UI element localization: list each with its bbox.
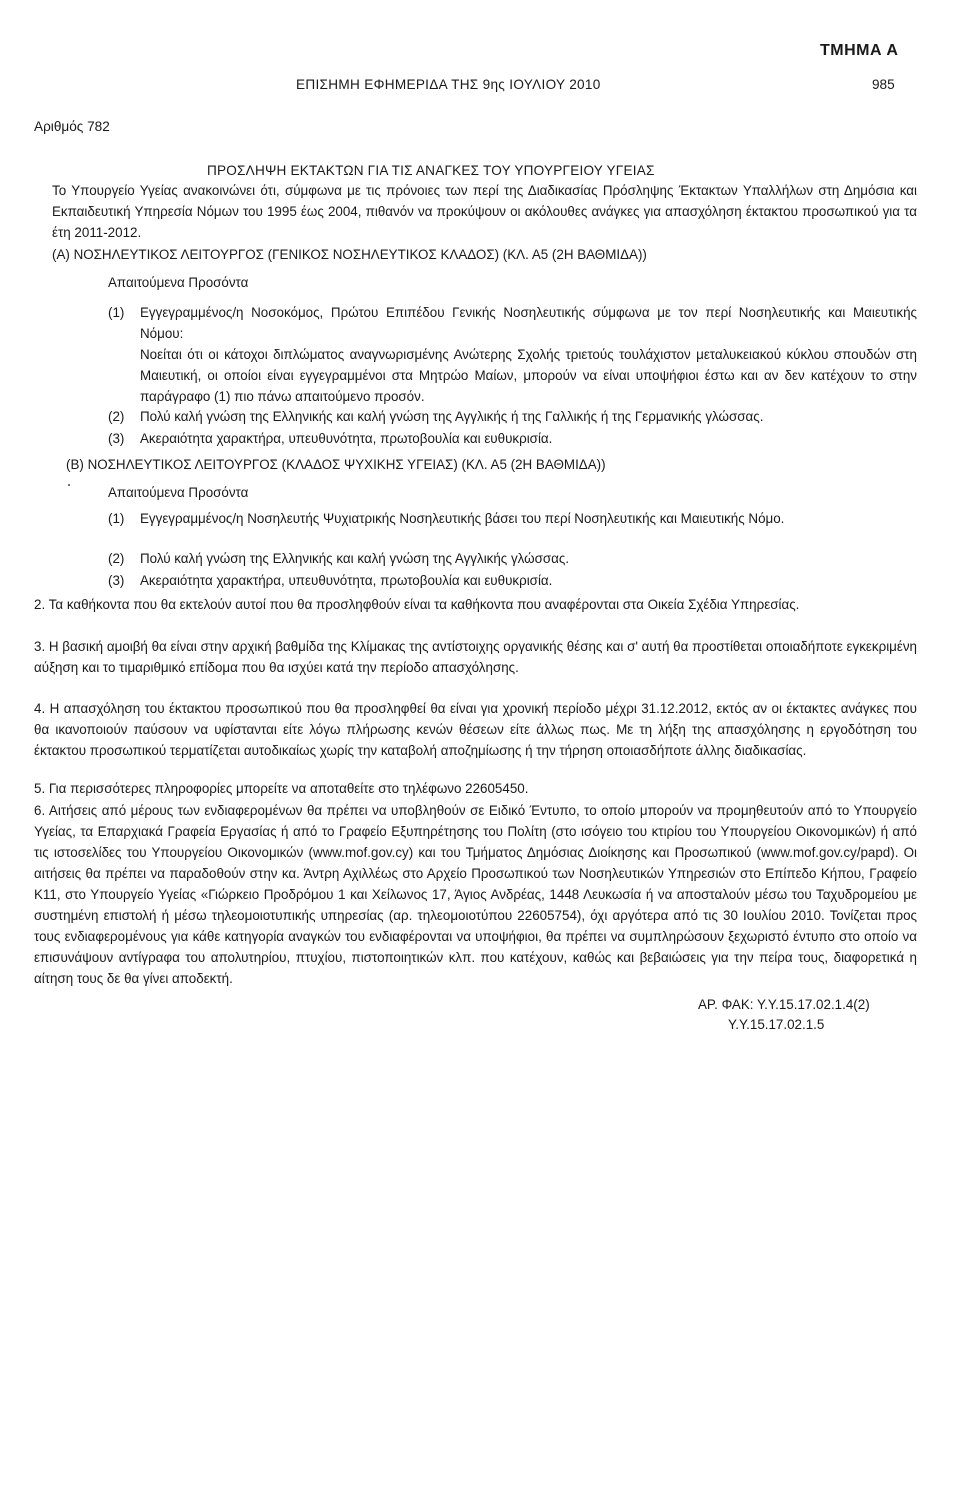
notice-number: Αριθμός 782 (34, 119, 110, 134)
paragraph-4: 4. Η απασχόληση του έκτακτου προσωπικού που θα προσληφθεί θα είναι για χρονική περίοδο μέχρι 31.12.2012, εκτός αν οι έκτακτες ανάγκες που θα ικανοποιούν παύσουν να υφίστανται είτε λόγω πλήρωσης κενών θέσεων είτε άλλως πως. Με τη λήξη της απασχόλησης η εργοδότηση του έκτακτου προσωπικού τερματίζεται αυτοδικαίως χωρίς την καταβολή αποζημίωσης ή την τήρηση οποιασδήποτε άλλης διαδικασίας. (34, 701, 917, 758)
file-reference-2: Υ.Υ.15.17.02.1.5 (728, 1017, 825, 1032)
section-b-heading: (Β) ΝΟΣΗΛΕΥΤΙΚΟΣ ΛΕΙΤΟΥΡΓΟΣ (ΚΛΑΔΟΣ ΨΥΧΙΚΗΣ ΥΓΕΙΑΣ) (ΚΛ. Α5 (2Η ΒΑΘΜΙΔΑ)) (66, 457, 606, 472)
section-a-note: Νοείται ότι οι κάτοχοι διπλώματος αναγνωρισμένης Ανώτερης Σχολής τριετούς τουλάχιστον μεταλυκειακού κύκλου σπουδών στη Μαιευτική, οι οποίοι είναι εγγεγραμμένοι στα Μητρώο Μαίων, μπορούν να είναι υποψήφιοι έστω και αν δεν κατέχουν το στην παράγραφο (1) πιο πάνω απαιτούμενο προσόν. (140, 347, 917, 404)
paragraph-5: 5. Για περισσότερες πληροφορίες μπορείτε να αποταθείτε στο τηλέφωνο 22605450. (34, 781, 529, 796)
gazette-title: ΕΠΙΣΗΜΗ ΕΦΗΜΕΡΙΔΑ ΤΗΣ 9ης ΙΟΥΛΙΟΥ 2010 (296, 77, 601, 92)
section-b-item-3-number: (3) (108, 573, 125, 588)
section-a-item-1-text: Εγγεγραμμένος/η Νοσοκόμος, Πρώτου Επιπέδου Γενικής Νοσηλευτικής σύμφωνα με τον περί Νοσηλευτικής και Μαιευτικής Νόμου: (140, 305, 917, 341)
notice-title: ΠΡΟΣΛΗΨΗ ΕΚΤΑΚΤΩΝ ΓΙΑ ΤΙΣ ΑΝΑΓΚΕΣ ΤΟΥ ΥΠΟΥΡΓΕΙΟΥ ΥΓΕΙΑΣ (207, 163, 655, 178)
section-b-item-2-number: (2) (108, 551, 125, 566)
file-reference-1: ΑΡ. ΦΑΚ: Υ.Υ.15.17.02.1.4(2) (698, 997, 870, 1012)
section-a-requirements-title: Απαιτούμενα Προσόντα (108, 275, 249, 290)
paragraph-3: 3. Η βασική αμοιβή θα είναι στην αρχική βαθμίδα της Κλίμακας της αντίστοιχης οργανικής θέσης και σ' αυτή θα προστίθεται οποιαδήποτε εγκεκριμένη αύξηση και το τιμαριθμικό επίδομα που θα ισχύει κατά την περίοδο απασχόλησης. (34, 639, 917, 675)
stray-mark (68, 484, 70, 486)
section-a-item-2-text: Πολύ καλή γνώση της Ελληνικής και καλή γνώση της Αγγλικής ή της Γαλλικής ή της Γερμανικής γλώσσας. (140, 409, 764, 424)
section-a-item-3-number: (3) (108, 431, 125, 446)
section-b-item-1-number: (1) (108, 511, 125, 526)
paragraph-6: 6. Αιτήσεις από μέρους των ενδιαφερομένων θα πρέπει να υποβληθούν σε Ειδικό Έντυπο, το οποίο μπορούν να προμηθευτούν από το Υπουργείο Υγείας, τα Επαρχιακά Γραφεία Εργασίας ή από το Γραφείο Εξυπηρέτησης του Πολίτη (στο ισόγειο του κτιρίου του Υπουργείου Οικονομικών) ή από τις ιστοσελίδες του Υπουργείου Οικονομικών (www.mof.gov.cy) και του Τμήματος Δημόσιας Διοίκησης και Προσωπικού (www.mof.gov.cy/papd). Οι αιτήσεις θα πρέπει να παραδοθούν στην κα. Άντρη Αχιλλέως στο Αρχείο Προσωπικού των Νοσηλευτικών Υπηρεσιών στο Επίπεδο Κήπου, Γραφείο Κ11, στο Υπουργείο Υγείας «Γιώρκειο Προδρόμου 1 και Χείλωνος 17, Άγιος Ανδρέας, 1448 Λευκωσία ή να αποσταλούν μέσω του Ταχυδρομείου με συστημένη επιστολή ή μέσω τηλεομοιοτυπικής υπηρεσίας (αρ. τηλεομοιοτύπου 22605754), όχι αργότερα από τις 30 Ιουλίου 2010. Τονίζεται προς τους ενδιαφερομένους για κάθε κατηγορία αναγκών του ενδιαφέρονται να υποψήφιοι, θα πρέπει να συμπληρώσουν ξεχωριστό έντυπο στο οποίο να επισυνάψουν αντίγραφα του απολυτηρίου, πτυχίου, πιστοποιητικών κλπ. που κατέχουν, καθώς και βεβαιώσεις για την πείρα τους, διαφορετικά η αίτηση τους δε θα γίνει αποδεκτή. (34, 803, 917, 986)
page-number: 985 (872, 77, 895, 92)
section-b-requirements-title: Απαιτούμενα Προσόντα (108, 485, 249, 500)
section-a-item-3-text: Ακεραιότητα χαρακτήρα, υπευθυνότητα, πρωτοβουλία και ευθυκρισία. (140, 431, 553, 446)
paragraph-2: 2. Τα καθήκοντα που θα εκτελούν αυτοί που θα προσληφθούν είναι τα καθήκοντα που αναφέρονται στα Οικεία Σχέδια Υπηρεσίας. (34, 597, 800, 612)
intro-paragraph: Το Υπουργείο Υγείας ανακοινώνει ότι, σύμφωνα με τις πρόνοιες των περί της Διαδικασίας Πρόσληψης Έκτακτων Υπαλλήλων στη Δημόσια και Εκπαιδευτική Υπηρεσία Νόμων του 1995 έως 2004, πιθανόν να προκύψουν οι ακόλουθες ανάγκες για απασχόληση έκτακτου προσωπικού για τα έτη 2011-2012. (52, 183, 917, 240)
section-b-item-2-text: Πολύ καλή γνώση της Ελληνικής και καλή γνώση της Αγγλικής γλώσσας. (140, 551, 570, 566)
section-b-item-1-text: Εγγεγραμμένος/η Νοσηλευτής Ψυχιατρικής Νοσηλευτικής βάσει του περί Νοσηλευτικής και Μαιευτικής Νόμο. (140, 511, 785, 526)
section-a-item-2-number: (2) (108, 409, 125, 424)
section-a-heading: (Α) ΝΟΣΗΛΕΥΤΙΚΟΣ ΛΕΙΤΟΥΡΓΟΣ (ΓΕΝΙΚΟΣ ΝΟΣΗΛΕΥΤΙΚΟΣ ΚΛΑΔΟΣ) (ΚΛ. Α5 (2Η ΒΑΘΜΙΔΑ)) (52, 247, 647, 262)
section-a-item-1-number: (1) (108, 305, 125, 320)
section-label: ΤΜΗΜΑ Α (820, 42, 899, 59)
section-b-item-3-text: Ακεραιότητα χαρακτήρα, υπευθυνότητα, πρωτοβουλία και ευθυκρισία. (140, 573, 553, 588)
